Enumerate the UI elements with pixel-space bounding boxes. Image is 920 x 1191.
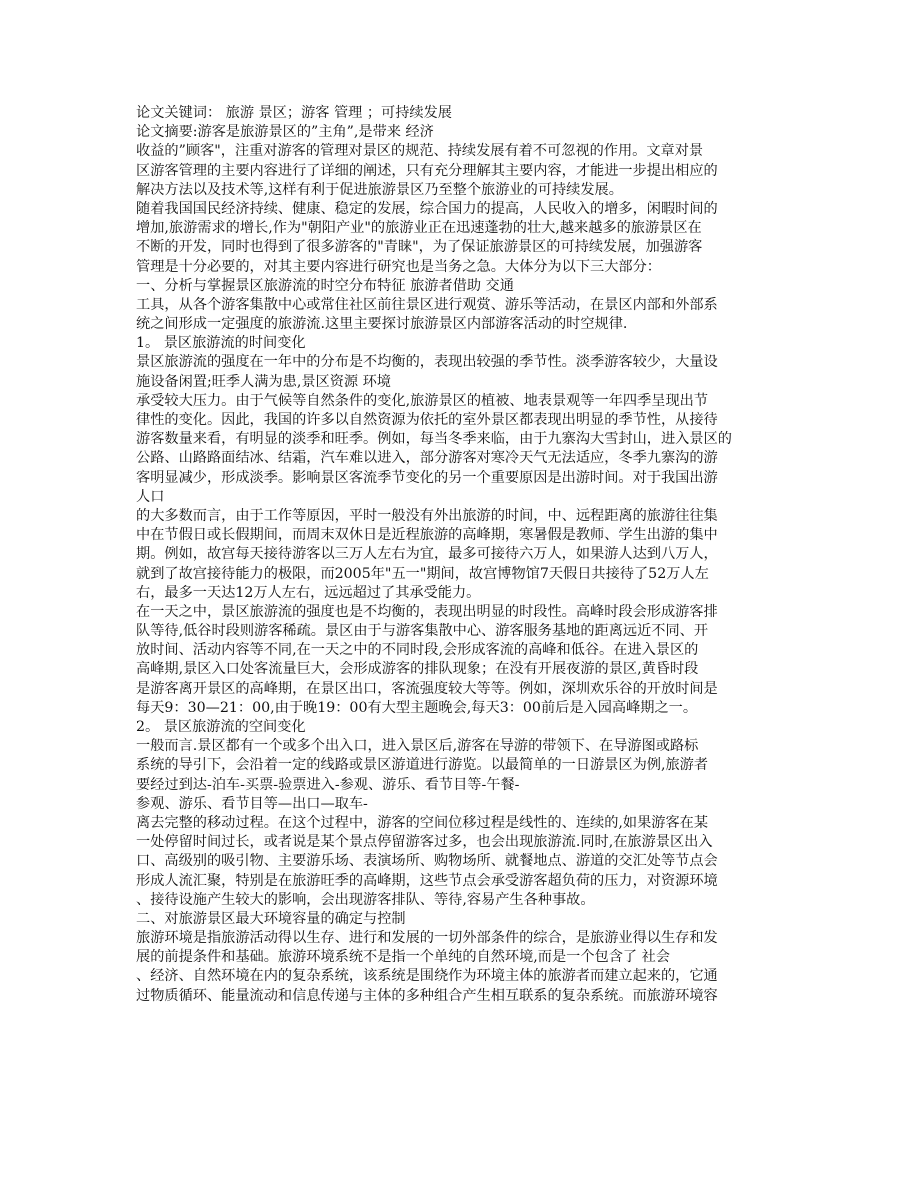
text-line: 不断的开发，同时也得到了很多游客的"青睐"，为了保证旅游景区的可持续发展，加强游客 xyxy=(136,239,703,256)
document-body xyxy=(136,104,788,1006)
text-line: 中在节假日或长假期间，而周末双休日是近程旅游的高峰期，寒暑假是教师、学生出游的集中 xyxy=(136,527,718,544)
text-line: 就到了故宫接待能力的极限，而2005年"五一"期间，故宫博物馆7天假日共接待了52万人左 xyxy=(136,565,709,582)
text-line: 是游客离开景区的高峰期，在景区出口，客流强度较大等等。例如，深圳欢乐谷的开放时间是 xyxy=(136,680,718,697)
text-line: 形成人流汇聚，特别是在旅游旺季的高峰期，这些节点会承受游客超负荷的压力，对资源环境 xyxy=(136,872,718,889)
text-line: 施设备闲置;旺季人满为患,景区资源 环境 xyxy=(136,373,391,390)
text-line: 工具，从各个游客集散中心或常住社区前往景区进行观赏、游乐等活动，在景区内部和外部系 xyxy=(136,296,718,313)
text-line: 公路、山路路面结冰、结霜，汽车难以进入，部分游客对寒冷天气无法适应，冬季九寨沟的游 xyxy=(136,450,718,467)
text-line: 离去完整的移动过程。在这个过程中，游客的空间位移过程是线性的、连续的,如果游客在某 xyxy=(136,814,709,831)
text-line: 管理是十分必要的，对其主要内容进行研究也是当务之急。大体分为以下三大部分： xyxy=(136,258,661,275)
text-line: 的大多数而言，由于工作等原因，平时一般没有外出旅游的时间，中、远程距离的旅游往往集 xyxy=(136,507,718,524)
text-line: 解决方法以及技术等,这样有利于促进旅游景区乃至整个旅游业的可持续发展。 xyxy=(136,181,623,198)
text-line: 人口 xyxy=(136,488,165,505)
text-line: 放时间、活动内容等不同,在一天之中的不同时段,会形成客流的高峰和低谷。在进入景区的 xyxy=(136,642,699,659)
text-line: 期。例如，故宫每天接待游客以三万人左右为宜，最多可接待六万人，如果游人达到八万人， xyxy=(136,546,718,563)
text-line: 随着我国国民经济持续、健康、稳定的发展，综合国力的提高，人民收入的增多，闲暇时间的 xyxy=(136,200,718,217)
text-line: 二、对旅游景区最大环境容量的确定与控制 xyxy=(136,910,406,927)
text-line: 论文摘要:游客是旅游景区的”主角”,是带来 经济 xyxy=(136,124,434,141)
text-line: 系统的导引下，会沿着一定的线路或景区游道进行游览。以最简单的一日游景区为例,旅游者 xyxy=(136,757,709,774)
text-line: 游客数量来看，有明显的淡季和旺季。例如，每当冬季来临，由于九寨沟大雪封山，进入景区的 xyxy=(136,431,732,448)
text-line: 展的前提条件和基础。旅游环境系统不是指一个单纯的自然环境,而是一个包含了 社会 xyxy=(136,949,670,966)
text-line: 收益的”顾客"，注重对游客的管理对景区的规范、持续发展有着不可忽视的作用。文章对景 xyxy=(136,143,704,160)
text-line: 高峰期,景区入口处客流量巨大，会形成游客的排队现象；在没有开展夜游的景区,黄昏时段 xyxy=(136,661,699,678)
text-line: 、接待设施产生较大的影响，会出现游客排队、等待,容易产生各种事故。 xyxy=(136,891,595,908)
text-line: 右，最多一天达12万人左右，远远超过了其承受能力。 xyxy=(136,584,481,601)
text-line: 客明显减少，形成淡季。影响景区客流季节变化的另一个重要原因是出游时间。对于我国出游 xyxy=(136,469,718,486)
text-line: 口、高级别的吸引物、主要游乐场、表演场所、购物场所、就餐地点、游道的交汇处等节点会 xyxy=(136,853,718,870)
text-line: 队等待,低谷时段则游客稀疏。景区由于与游客集散中心、游客服务基地的距离远近不同、开 xyxy=(136,623,709,640)
text-line: 增加,旅游需求的增长,作为"朝阳产业"的旅游业正在迅速蓬勃的壮大,越来越多的旅游景区在 xyxy=(136,220,702,237)
text-line: 、经济、自然环境在内的复杂系统，该系统是围绕作为环境主体的旅游者而建立起来的，它通 xyxy=(136,968,718,985)
text-line: 区游客管理的主要内容进行了详细的阐述，只有充分理解其主要内容，才能进一步提出相应的 xyxy=(136,162,718,179)
text-line: 2。 景区旅游流的空间变化 xyxy=(136,719,306,735)
text-line: 论文关键词： 旅游 景区；游客 管理 ；可持续发展 xyxy=(136,105,452,121)
text-line: 要经过到达-泊车-买票-验票进入-参观、游乐、看节目等-午餐- xyxy=(136,776,520,793)
text-line: 参观、游乐、看节目等—出口—取车- xyxy=(136,795,368,812)
text-line: 1。 景区旅游流的时间变化 xyxy=(136,335,306,352)
text-line: 统之间形成一定强度的旅游流.这里主要探讨旅游景区内部游客活动的时空规律. xyxy=(136,316,628,333)
text-line: 每天9：30—21：00,由于晚19：00有大型主题晚会,每天3：00前后是入园高峰期之一。 xyxy=(136,699,698,716)
text-line: 一处停留时间过长，或者说是某个景点停留游客过多，也会出现旅游流.同时,在旅游景区出入 xyxy=(136,834,713,851)
text-line: 旅游环境是指旅游活动得以生存、进行和发展的一切外部条件的综合，是旅游业得以生存和发 xyxy=(136,930,718,947)
text-line: 承受较大压力。由于气候等自然条件的变化,旅游景区的植被、地表景观等一年四季呈现出节 xyxy=(136,392,709,409)
text-line: 过物质循环、能量流动和信息传递与主体的多种组合产生相互联系的复杂系统。而旅游环境容 xyxy=(136,987,718,1004)
text-line: 一般而言.景区都有一个或多个出入口，进入景区后,游客在导游的带领下、在导游图或路标 xyxy=(136,738,699,755)
text-line: 律性的变化。因此，我国的许多以自然资源为依托的室外景区都表现出明显的季节性，从接待 xyxy=(136,412,718,428)
text-line: 一、分析与掌握景区旅游流的时空分布特征 旅游者借助 交通 xyxy=(136,277,514,294)
text-line: 景区旅游流的强度在一年中的分布是不均衡的，表现出较强的季节性。淡季游客较少，大量设 xyxy=(136,354,718,371)
text-line: 在一天之中，景区旅游流的强度也是不均衡的，表现出明显的时段性。高峰时段会形成游客排 xyxy=(136,603,718,620)
